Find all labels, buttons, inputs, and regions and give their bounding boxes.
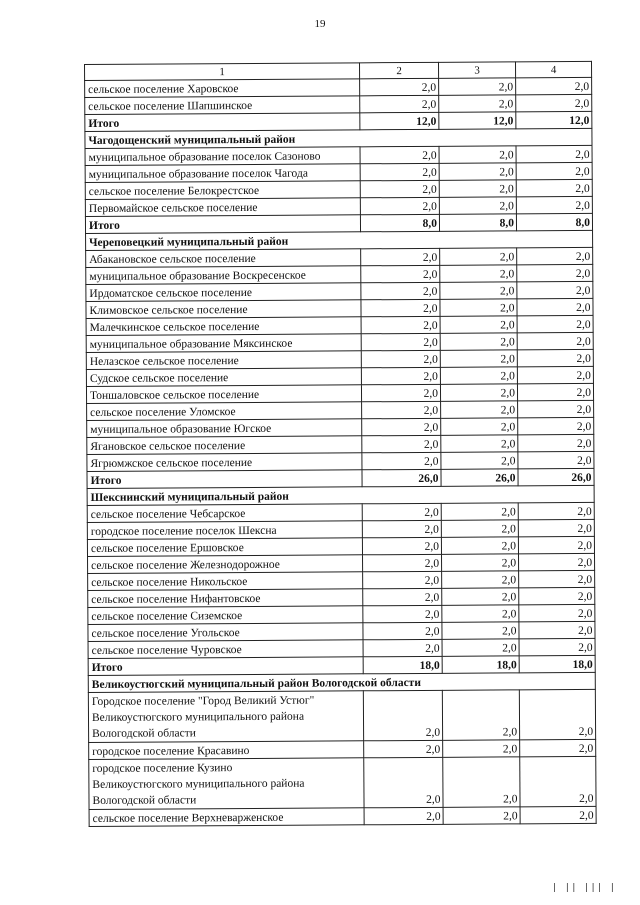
value-col-2: 2,0 — [363, 639, 442, 656]
table-row — [89, 756, 596, 809]
value-col-3: 2,0 — [440, 384, 517, 401]
settlement-name: сельское поселение Чуровское — [88, 640, 363, 659]
value-col-4: 2,0 — [518, 451, 594, 468]
value-col-3: 2,0 — [442, 639, 519, 656]
settlement-name: муниципальное образование поселок Сазоново — [85, 147, 360, 166]
value-col-3: 2,0 — [440, 333, 517, 350]
value-col-4: 2,0 — [518, 519, 594, 536]
value-col-4: 2,0 — [516, 145, 592, 162]
settlement-name: Первомайское сельское поселение — [85, 198, 360, 217]
value-col-3: 2,0 — [439, 163, 516, 180]
district-name: Чагодощенский муниципальный район — [85, 128, 592, 148]
settlement-name: сельское поселение Нифантовское — [88, 589, 363, 608]
value-col-2: 2,0 — [360, 197, 439, 214]
value-col-2: 2,0 — [360, 146, 439, 163]
value-col-4: 18,0 — [519, 655, 595, 672]
value-col-3: 2,0 — [442, 554, 519, 571]
value-col-4: 2,0 — [520, 756, 596, 806]
value-col-2: 2,0 — [361, 248, 440, 265]
value-col-2: 2,0 — [360, 180, 439, 197]
value-col-2: 2,0 — [363, 571, 442, 588]
settlement-name: Тоншаловское сельское поселение — [86, 385, 361, 404]
value-col-2: 2,0 — [361, 384, 440, 401]
settlement-name — [88, 691, 363, 743]
value-col-2: 2,0 — [360, 163, 439, 180]
settlement-name: Ягрюмжское сельское поселение — [87, 453, 362, 472]
value-col-3: 2,0 — [443, 740, 520, 757]
value-col-3: 2,0 — [441, 418, 518, 435]
settlement-name: муниципальное образование Югское — [87, 419, 362, 438]
value-col-3: 2,0 — [441, 520, 518, 537]
settlement-name: сельское поселение Белокрестское — [85, 181, 360, 200]
value-col-4: 2,0 — [517, 281, 593, 298]
value-col-3: 2,0 — [440, 367, 517, 384]
value-col-3: 12,0 — [439, 112, 516, 129]
value-col-3: 18,0 — [442, 656, 519, 673]
value-col-3: 2,0 — [439, 197, 516, 214]
value-col-4: 2,0 — [518, 434, 594, 451]
value-col-2: 2,0 — [362, 452, 441, 469]
value-col-3: 2,0 — [442, 690, 519, 740]
district-name: Череповецкий муниципальный район — [86, 230, 593, 250]
value-col-3: 26,0 — [441, 469, 518, 486]
value-col-4: 2,0 — [518, 400, 594, 417]
value-col-4: 2,0 — [517, 349, 593, 366]
value-col-4: 2,0 — [516, 94, 592, 111]
value-col-4: 2,0 — [516, 77, 592, 94]
settlement-name-line: Великоустюгского муниципального района — [92, 777, 305, 791]
value-col-3: 2,0 — [440, 248, 517, 265]
value-col-4: 2,0 — [519, 689, 595, 739]
value-col-4: 2,0 — [517, 332, 593, 349]
value-col-3: 2,0 — [443, 807, 520, 824]
value-col-4: 2,0 — [518, 502, 594, 519]
settlement-name: сельское поселение Верхневарженское — [89, 808, 364, 827]
header-col-3: 3 — [438, 62, 515, 78]
value-col-4: 2,0 — [516, 196, 592, 213]
value-col-2: 2,0 — [362, 418, 441, 435]
value-col-2: 2,0 — [363, 690, 442, 740]
value-col-2: 18,0 — [363, 656, 442, 673]
value-col-3: 2,0 — [441, 452, 518, 469]
value-col-4: 2,0 — [516, 179, 592, 196]
value-col-2: 2,0 — [364, 807, 443, 824]
value-col-3: 2,0 — [442, 588, 519, 605]
value-col-3: 2,0 — [441, 503, 518, 520]
value-col-2: 2,0 — [363, 554, 442, 571]
district-name: Великоустюгский муниципальный район Вологодской области — [88, 672, 595, 692]
value-col-4: 2,0 — [517, 298, 593, 315]
settlement-name: городское поселение Красавино — [89, 741, 364, 760]
value-col-4: 2,0 — [519, 638, 595, 655]
settlement-name: сельское поселение Ершовское — [87, 538, 362, 557]
value-col-2: 2,0 — [362, 537, 441, 554]
value-col-3: 2,0 — [440, 350, 517, 367]
settlement-name: сельское поселение Никольское — [88, 572, 363, 591]
settlement-name: сельское поселение Железнодорожное — [88, 555, 363, 574]
settlement-name: сельское поселение Чебсарское — [87, 504, 362, 523]
value-col-4: 2,0 — [519, 621, 595, 638]
value-col-2: 2,0 — [362, 435, 441, 452]
value-col-4: 2,0 — [517, 315, 593, 332]
settlement-name-line: городское поселение Кузино — [92, 762, 233, 775]
header-col-1: 1 — [85, 63, 360, 81]
settlement-name: Судское сельское поселение — [86, 368, 361, 387]
value-col-4: 2,0 — [519, 604, 595, 621]
value-col-2: 2,0 — [361, 265, 440, 282]
settlement-name: Абакановское сельское поселение — [86, 249, 361, 268]
settlement-name: сельское поселение Харовское — [85, 79, 360, 98]
scan-barcode-mark: | || ||| | — [551, 883, 616, 893]
value-col-3: 2,0 — [441, 537, 518, 554]
value-col-4: 2,0 — [519, 587, 595, 604]
settlement-name: Климовское сельское поселение — [86, 300, 361, 319]
value-col-4: 12,0 — [516, 111, 592, 128]
settlement-name: муниципальное образование Мяксинское — [86, 334, 361, 353]
settlement-name: Ягановское сельское поселение — [87, 436, 362, 455]
district-name: Шекснинский муниципальный район — [87, 485, 594, 505]
value-col-2: 2,0 — [361, 333, 440, 350]
value-col-2: 2,0 — [362, 401, 441, 418]
value-col-3: 2,0 — [439, 78, 516, 95]
value-col-4: 2,0 — [518, 536, 594, 553]
allocation-table — [84, 61, 597, 827]
settlement-name: муниципальное образование поселок Чагода — [85, 164, 360, 183]
value-col-3: 2,0 — [443, 757, 520, 807]
value-col-2: 8,0 — [360, 214, 439, 231]
total-label: Итого — [85, 113, 360, 132]
value-col-3: 2,0 — [440, 265, 517, 282]
value-col-3: 2,0 — [442, 605, 519, 622]
settlement-name: сельское поселение Угольское — [88, 623, 363, 642]
value-col-2: 2,0 — [360, 78, 439, 95]
total-label: Итого — [87, 470, 362, 489]
value-col-3: 2,0 — [440, 299, 517, 316]
value-col-3: 2,0 — [440, 316, 517, 333]
value-col-4: 2,0 — [517, 247, 593, 264]
value-col-2: 2,0 — [364, 740, 443, 757]
table-row — [88, 689, 595, 742]
value-col-4: 2,0 — [518, 417, 594, 434]
value-col-4: 2,0 — [517, 366, 593, 383]
value-col-3: 2,0 — [442, 622, 519, 639]
value-col-2: 2,0 — [361, 316, 440, 333]
settlement-name: сельское поселение Сиземское — [88, 606, 363, 625]
header-col-4: 4 — [515, 61, 591, 77]
value-col-2: 2,0 — [363, 588, 442, 605]
value-col-2: 2,0 — [361, 350, 440, 367]
value-col-4: 8,0 — [516, 213, 592, 230]
value-col-4: 26,0 — [518, 468, 594, 485]
value-col-2: 2,0 — [363, 622, 442, 639]
settlement-name-line: Вологодской области — [92, 727, 196, 740]
table-row — [89, 806, 596, 826]
value-col-2: 2,0 — [362, 520, 441, 537]
value-col-4: 2,0 — [520, 806, 596, 823]
total-label: Итого — [88, 657, 363, 676]
value-col-3: 2,0 — [439, 180, 516, 197]
settlement-name: Нелазское сельское поселение — [86, 351, 361, 370]
value-col-2: 26,0 — [362, 469, 441, 486]
settlement-name: городское поселение поселок Шексна — [87, 521, 362, 540]
value-col-4: 2,0 — [517, 383, 593, 400]
value-col-2: 2,0 — [361, 367, 440, 384]
settlement-name — [89, 758, 364, 810]
total-label: Итого — [85, 215, 360, 234]
value-col-3: 2,0 — [441, 401, 518, 418]
value-col-4: 2,0 — [517, 264, 593, 281]
value-col-2: 2,0 — [364, 757, 443, 807]
value-col-4: 2,0 — [516, 162, 592, 179]
value-col-3: 2,0 — [442, 571, 519, 588]
table-body — [85, 61, 597, 826]
settlement-name-line: Великоустюгского муниципального района — [91, 710, 305, 724]
settlement-name-line: Городское поселение "Город Великий Устюг" — [91, 694, 315, 708]
value-col-2: 12,0 — [360, 112, 439, 129]
value-col-3: 8,0 — [439, 214, 516, 231]
value-col-2: 2,0 — [363, 605, 442, 622]
value-col-4: 2,0 — [520, 739, 596, 756]
settlement-name-line: Вологодской области — [92, 794, 197, 807]
value-col-3: 2,0 — [440, 282, 517, 299]
value-col-2: 2,0 — [361, 299, 440, 316]
value-col-4: 2,0 — [519, 570, 595, 587]
header-col-2: 2 — [359, 62, 438, 78]
settlement-name: сельское поселение Уломское — [87, 402, 362, 421]
settlement-name: Малечкинское сельское поселение — [86, 317, 361, 336]
value-col-2: 2,0 — [361, 282, 440, 299]
value-col-3: 2,0 — [439, 146, 516, 163]
value-col-3: 2,0 — [441, 435, 518, 452]
settlement-name: муниципальное образование Воскресенское — [86, 266, 361, 285]
page-number: 19 — [314, 18, 326, 30]
settlement-name: Ирдоматское сельское поселение — [86, 283, 361, 302]
settlement-name: сельское поселение Шапшинское — [85, 96, 360, 115]
value-col-3: 2,0 — [439, 95, 516, 112]
value-col-2: 2,0 — [360, 95, 439, 112]
value-col-2: 2,0 — [362, 503, 441, 520]
value-col-4: 2,0 — [519, 553, 595, 570]
